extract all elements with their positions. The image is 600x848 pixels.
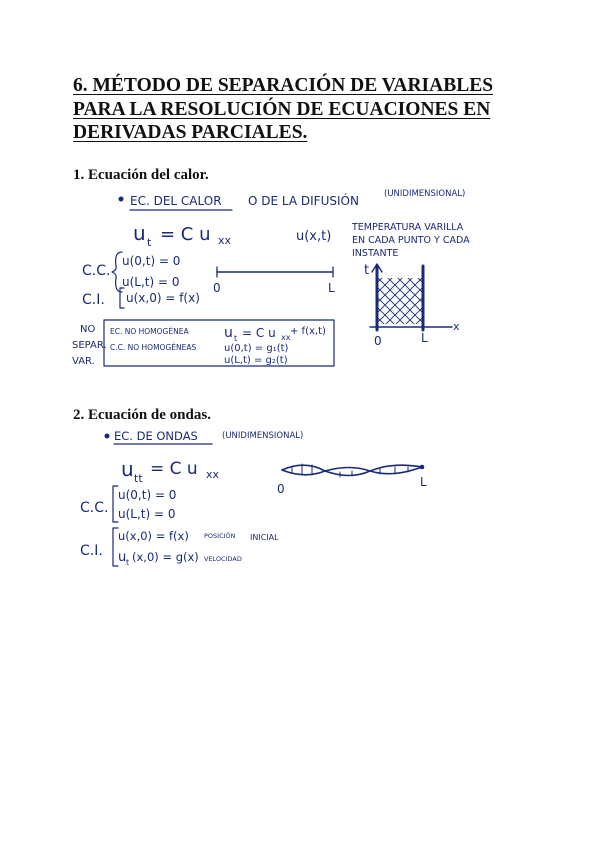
box-row1-eq-tail: + f(x,t)	[290, 326, 326, 337]
heat-bullet-suffix: O DE LA DIFUSIÓN	[248, 194, 359, 208]
heat-ci-bracket	[120, 288, 124, 308]
hatched-domain	[377, 278, 423, 324]
wave-ci-1-note: POSICIÓN	[204, 532, 236, 540]
heat-function: u(x,t)	[296, 229, 332, 244]
wave-cc-label: C.C.	[80, 500, 109, 516]
wave-ci-2-note: VELOCIDAD	[204, 555, 242, 563]
bullet-dot-icon	[105, 434, 110, 439]
rod-end-label: L	[328, 281, 335, 295]
box-row1-eq-sub: t	[234, 334, 238, 343]
wave-eq-rhs: = C u	[150, 459, 198, 479]
wave-eq-lhs: u	[121, 457, 134, 481]
heat-eq-rhs-sub: xx	[218, 234, 232, 247]
heat-cc-1: u(0,t) = 0	[122, 254, 181, 268]
box-row2-eq1: u(0,t) = g₁(t)	[224, 343, 289, 354]
wave-ci-label: C.I.	[80, 543, 103, 559]
string-end-dot	[420, 465, 425, 470]
axis-x-label: x	[453, 320, 460, 333]
axis-t-label: t	[364, 263, 370, 278]
heat-temp-note-1: TEMPERATURA VARILLA	[352, 222, 464, 233]
heat-dimension-note: (UNIDIMENSIONAL)	[384, 189, 466, 199]
wave-cc-2: u(L,t) = 0	[118, 507, 176, 521]
bullet-dot-icon	[119, 197, 124, 202]
wave-eq-rhs-sub: xx	[206, 468, 220, 481]
side-note-2: SEPAR.	[72, 340, 107, 351]
wave-ci-2: u	[118, 550, 127, 565]
side-note-1: NO	[80, 324, 96, 335]
side-note-3: VAR.	[72, 356, 95, 367]
box-row1-eq-rest: = C u	[242, 326, 276, 340]
heat-cc-label: C.C.	[82, 263, 111, 279]
section-heading-heat: 1. Ecuación del calor.	[73, 167, 209, 183]
axis-origin-label: 0	[374, 334, 382, 348]
string-start-label: 0	[277, 482, 285, 496]
wave-dimension-note: (UNIDIMENSIONAL)	[222, 431, 304, 441]
heat-temp-note-3: INSTANTE	[352, 248, 399, 259]
wave-cc-1: u(0,t) = 0	[118, 488, 177, 502]
heat-ci-label: C.I.	[82, 292, 105, 308]
wave-equation-notes	[0, 420, 600, 580]
rod-start-label: 0	[213, 281, 221, 295]
box-row1-eq: u	[224, 325, 233, 341]
box-row2-label: C.C. NO HOMOGÉNEAS	[110, 343, 197, 352]
axis-L-label: L	[421, 331, 428, 345]
box-row1-label: EC. NO HOMOGÉNEA	[110, 327, 189, 336]
wave-ci-2-rest: (x,0) = g(x)	[132, 550, 199, 564]
heat-bullet-label: EC. DEL CALOR	[130, 194, 222, 208]
heat-cc-brace	[112, 252, 122, 292]
section-heading-wave: 2. Ecuación de ondas.	[73, 407, 211, 423]
page-title: 6. MÉTODO DE SEPARACIÓN DE VARIABLES PARA LA RESOLUCIÓN DE ECUACIONES EN DERIVADAS PARCIALES.	[73, 75, 494, 143]
box-row2-eq2: u(L,t) = g₂(t)	[224, 355, 288, 366]
heat-eq-lhs-sub: t	[147, 236, 152, 249]
wave-eq-lhs-sub: tt	[134, 472, 143, 485]
string-end-label: L	[420, 475, 427, 489]
heat-temp-note-2: EN CADA PUNTO Y CADA	[352, 235, 470, 246]
heat-eq-rhs: = C u	[160, 224, 211, 245]
wave-ci-1: u(x,0) = f(x)	[118, 529, 189, 543]
wave-ci-2-sub: t	[126, 558, 130, 567]
wave-bullet-label: EC. DE ONDAS	[114, 429, 198, 443]
heat-cc-2: u(L,t) = 0	[122, 275, 180, 289]
heat-equation-notes	[0, 180, 600, 380]
wave-ci-common-note: INICIAL	[250, 533, 279, 542]
heat-eq-lhs: u	[133, 221, 146, 245]
heat-ci-1: u(x,0) = f(x)	[126, 291, 200, 305]
box-row1-eq-sub2: xx	[281, 333, 291, 342]
